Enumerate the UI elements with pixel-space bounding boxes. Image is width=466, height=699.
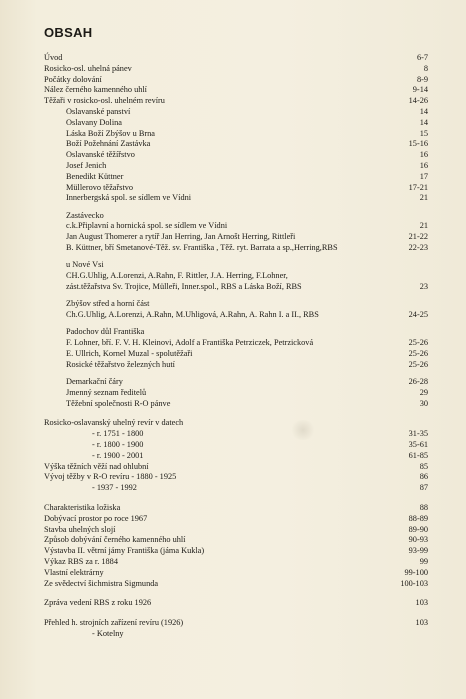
toc-entry-page: 22-23 <box>408 243 428 253</box>
toc-entry <box>0 377 466 388</box>
toc-entry-label: E. Ullrich, Kornel Muzal - spolutěžaři <box>66 348 193 358</box>
toc-entry <box>0 85 466 96</box>
toc-entry <box>0 282 466 293</box>
toc-entry-page: 21 <box>419 193 428 203</box>
toc-entry <box>0 483 466 494</box>
toc-entry-page: 14 <box>419 106 428 116</box>
section-gap <box>0 494 466 503</box>
toc-entry <box>0 535 466 546</box>
toc-entry <box>0 139 466 150</box>
toc-entry-label: Josef Jenich <box>66 160 107 170</box>
toc-entry-label: CH.G.Uhlig, A.Lorenzi, A.Rahn, F. Rittler, J.A. Herring, F.Lohner, <box>66 271 288 281</box>
toc-entry-page: 25-26 <box>408 348 428 358</box>
toc-entry-page: 26-28 <box>408 377 428 387</box>
toc-entry-label: zást.těžařstva Sv. Trojice, Mülleři, Inner.spol., RBS a Láska Boží, RBS <box>66 281 302 291</box>
toc-entry <box>0 349 466 360</box>
toc-entry <box>0 96 466 107</box>
toc-entry-label: Dobývací prostor po roce 1967 <box>44 513 148 523</box>
toc-entry-label: Ze svědectví šichmistra Sigmunda <box>44 578 159 588</box>
toc-entry-page: 25-26 <box>408 338 428 348</box>
toc-entry-label: - r. 1800 - 1900 <box>92 440 144 449</box>
toc-entry <box>0 118 466 129</box>
toc-entry-label: Rosicko-oslavanský uhelný revír v datech <box>44 418 184 428</box>
toc-entry-label: Oslavanské panství <box>66 106 131 116</box>
toc-entry-label: - 1937 - 1992 <box>92 483 137 493</box>
toc-entry <box>0 568 466 579</box>
toc-entry-page: 17-21 <box>408 182 428 192</box>
toc-entry-page: 8-9 <box>416 74 428 84</box>
toc-entry-label: Jan August Thomerer a rytíř Jan Herring, Jan Arnošt Herring, Rittleři <box>66 232 296 242</box>
toc-entry <box>0 429 466 440</box>
toc-entry-label: Vlastní elektrárny <box>44 567 104 577</box>
toc-entry-page: 29 <box>419 387 428 397</box>
toc-entry-page: 99 <box>419 556 428 566</box>
toc-entry <box>0 183 466 194</box>
toc-entry <box>0 557 466 568</box>
toc-entry <box>0 618 466 629</box>
toc-entry <box>0 260 466 271</box>
toc-entry-page: 100-103 <box>400 578 428 588</box>
toc-entry-page: 16 <box>419 160 428 170</box>
toc-entry-page: 8 <box>423 63 428 73</box>
toc-entry-page: 15 <box>419 128 428 138</box>
paper-smudge <box>290 420 316 440</box>
toc-entry <box>0 451 466 462</box>
toc-entry-page: 24-25 <box>408 310 428 320</box>
toc-entry <box>0 193 466 204</box>
toc-entry-label: Demarkační čáry <box>66 377 123 387</box>
toc-entry <box>0 525 466 536</box>
toc-entry <box>0 399 466 410</box>
toc-entry-page: 103 <box>415 598 428 608</box>
toc-entry-page: 90-93 <box>408 535 428 545</box>
toc-entry-label: Rosické těžařstvo železných hutí <box>66 359 175 369</box>
toc-entry-page: 30 <box>419 398 428 408</box>
page-title: OBSAH <box>44 25 93 40</box>
toc-entry <box>0 440 466 451</box>
toc-entry-label: Těžební společnosti R-O pánve <box>66 398 171 408</box>
toc-entry <box>0 150 466 161</box>
toc-entry-label: u Nové Vsi <box>66 260 104 270</box>
toc-entry-label: Výstavba II. větrní jámy Františka (jáma Kukla) <box>44 546 205 556</box>
section-gap <box>0 589 466 598</box>
toc-entry <box>0 579 466 590</box>
toc-entry <box>0 310 466 321</box>
toc-entry-label: Vývoj těžby v R-O revíru - 1880 - 1925 <box>44 472 177 482</box>
toc-entry-label: Rosicko-osl. uhelná pánev <box>44 63 132 73</box>
toc-entry-page: 35-61 <box>408 440 428 449</box>
toc-entry <box>0 64 466 75</box>
toc-entry-label: F. Lohner, bří. F. V. H. Kleinovi, Adolf a Františka Petrziczek, Petrzicková <box>66 338 314 348</box>
toc-entry <box>0 418 466 429</box>
toc-entry <box>0 598 466 609</box>
toc-entry-page: 21-22 <box>408 232 428 242</box>
toc-entry <box>0 546 466 557</box>
toc-entry <box>0 503 466 514</box>
toc-entry-label: Benedikt Küttner <box>66 171 124 181</box>
toc-entry-label: Innerbergská spol. se sídlem ve Vídni <box>66 193 192 203</box>
toc-entry <box>0 327 466 338</box>
toc-entry-label: Jmenný seznam ředitelů <box>66 387 147 397</box>
toc-entry-label: c.k.Připlavní a hornická spol. se sídlem ve Vídni <box>66 221 228 231</box>
toc-entry-page: 14 <box>419 117 428 127</box>
toc-entry-page: 14-26 <box>408 96 428 106</box>
toc-entry-label: Láska Boží Zbýšov u Brna <box>66 128 155 138</box>
toc-entry-page: 99-100 <box>404 567 428 577</box>
toc-entry <box>0 161 466 172</box>
toc-entry-label: Těžaři v rosicko-osl. uhelném revíru <box>44 96 165 106</box>
toc-entry-page: 88 <box>419 502 428 512</box>
toc-entry-label: Oslavany Dolina <box>66 117 122 127</box>
toc-entry-label: Výška těžních věží nad ohlubní <box>44 461 149 471</box>
toc-entry <box>0 53 466 64</box>
toc-entry-page: 85 <box>419 461 428 471</box>
toc-entry-label: Zpráva vedení RBS z roku 1926 <box>44 598 152 608</box>
toc-entry-page: 23 <box>419 281 428 291</box>
toc-entry-label: Počátky dolování <box>44 74 102 84</box>
toc-entry-label: Padochov důl Františka <box>66 327 145 337</box>
toc-entry-label: - Kotelny <box>92 628 124 638</box>
toc-entry-page: 6-7 <box>416 53 428 62</box>
toc-entry-page: 88-89 <box>408 513 428 523</box>
toc-entry-label: Výkaz RBS za r. 1884 <box>44 556 118 566</box>
toc-entry-page: 16 <box>419 150 428 160</box>
toc-entry-page: 87 <box>419 483 428 493</box>
toc-entry <box>0 629 466 640</box>
toc-entry-label: Charakteristika ložiska <box>44 502 121 512</box>
toc-entry-page: 86 <box>419 472 428 482</box>
toc-entry-label: Zastávecko <box>66 210 104 220</box>
toc-entry <box>0 360 466 371</box>
toc-entry-label: Přehled h. strojních zařízení revíru (1926) <box>44 618 184 628</box>
toc-entry-page: 25-26 <box>408 359 428 369</box>
toc-entry <box>0 232 466 243</box>
toc-entry-page: 89-90 <box>408 524 428 534</box>
toc-entry-label: Boží Požehnání Zastávka <box>66 139 151 149</box>
toc-entry <box>0 338 466 349</box>
toc-entry <box>0 221 466 232</box>
toc-entry-page: 61-85 <box>408 450 428 460</box>
toc-entry-label: Müllerovo těžařstvo <box>66 182 134 192</box>
section-gap <box>0 409 466 418</box>
toc-entry <box>0 514 466 525</box>
toc-entry-label: Stavba uhelných slojí <box>44 524 116 534</box>
toc-entry-page: 21 <box>419 221 428 231</box>
toc-entry <box>0 107 466 118</box>
toc-entry-label: B. Küttner, bří Smetanové-Těž. sv. Františka , Těž. ryt. Barrata a sp.,Herring,RBS <box>66 243 338 253</box>
toc-entry <box>0 388 466 399</box>
toc-entry-label: - r. 1900 - 2001 <box>92 450 144 460</box>
toc-entry-label: Způsob dobývání černého kamenného uhlí <box>44 535 186 545</box>
section-gap <box>0 609 466 618</box>
toc-entry <box>0 75 466 86</box>
table-of-contents <box>0 53 466 640</box>
toc-entry <box>0 299 466 310</box>
toc-entry <box>0 271 466 282</box>
toc-entry <box>0 472 466 483</box>
toc-entry-page: 103 <box>415 618 428 628</box>
toc-entry <box>0 243 466 254</box>
toc-entry-page: 17 <box>419 171 428 181</box>
toc-entry-page: 93-99 <box>408 546 428 556</box>
toc-entry-page: 9-14 <box>412 85 428 95</box>
toc-entry <box>0 211 466 222</box>
toc-entry-page: 31-35 <box>408 429 428 439</box>
toc-entry-page: 15-16 <box>408 139 428 149</box>
toc-entry-label: Oslavanské těžířstvo <box>66 150 135 160</box>
toc-entry <box>0 172 466 183</box>
toc-entry-label: Úvod <box>44 53 63 62</box>
toc-entry <box>0 462 466 473</box>
toc-entry-label: - r. 1751 - 1800 <box>92 429 144 439</box>
toc-entry <box>0 129 466 140</box>
toc-entry-label: Zbýšov střed a horní část <box>66 299 150 309</box>
toc-entry-label: Nález černého kamenného uhlí <box>44 85 147 95</box>
toc-entry-label: Ch.G.Uhlig, A.Lorenzi, A.Rahn, M.Uhligová, A.Rahn, A. Rahn I. a II., RBS <box>66 310 319 320</box>
